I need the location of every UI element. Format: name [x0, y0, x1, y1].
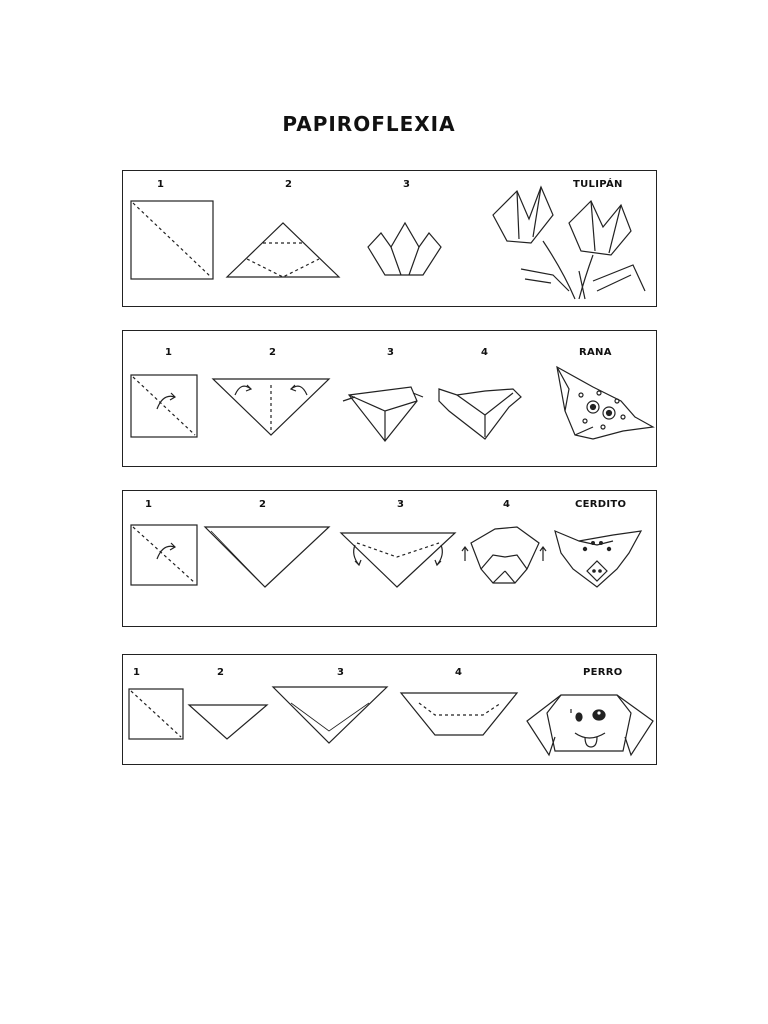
- piglet-diagram: [123, 491, 658, 628]
- piglet-step-4-shape: [462, 527, 546, 583]
- frog-step-2-label: 2: [269, 347, 276, 358]
- dog-panel: [122, 654, 657, 765]
- frog-step-4-label: 4: [481, 347, 488, 358]
- tulip-step-3-label: 3: [403, 179, 410, 190]
- dog-step-1-label: 1: [133, 667, 140, 678]
- tulip-diagram: [123, 171, 658, 308]
- dog-step-4-label: 4: [455, 667, 462, 678]
- frog-step-2-triangle: [213, 379, 329, 435]
- frog-step-3-label: 3: [387, 347, 394, 358]
- frog-step-1-label: 1: [165, 347, 172, 358]
- dog-step-1-square: [129, 689, 183, 739]
- frog-panel: [122, 330, 657, 467]
- dog-step-3-triangle: [273, 687, 387, 743]
- tulip-step-2-label: 2: [285, 179, 292, 190]
- tulip-step-3-bud: [368, 223, 441, 275]
- frog-finished: [557, 367, 653, 439]
- piglet-step-4-label: 4: [503, 499, 510, 510]
- frog-step-1-square: [131, 375, 197, 437]
- frog-step-3-shape: [343, 387, 423, 441]
- dog-step-2-label: 2: [217, 667, 224, 678]
- frog-name-label: RANA: [579, 347, 612, 358]
- tulip-step-2-triangle: [227, 223, 339, 277]
- dog-step-2-triangle: [189, 705, 267, 739]
- tulip-finished-flowers: [493, 187, 645, 299]
- piglet-step-1-square: [131, 525, 197, 585]
- piglet-step-3-label: 3: [397, 499, 404, 510]
- page-title: PAPIROFLEXIA: [282, 112, 456, 136]
- dog-step-4-shape: [401, 693, 517, 735]
- dog-step-3-label: 3: [337, 667, 344, 678]
- piglet-step-2-label: 2: [259, 499, 266, 510]
- tulip-step-1-square: [131, 201, 213, 279]
- dog-diagram: [123, 655, 658, 766]
- piglet-name-label: CERDITO: [575, 499, 627, 510]
- dog-name-label: PERRO: [583, 667, 623, 678]
- piglet-step-3-triangle: [341, 533, 455, 587]
- tulip-panel: [122, 170, 657, 307]
- tulip-name-label: TULIPÁN: [573, 179, 623, 190]
- piglet-finished: [555, 531, 641, 587]
- dog-finished: [527, 695, 653, 755]
- frog-step-4-shape: [439, 389, 521, 439]
- piglet-panel: [122, 490, 657, 627]
- piglet-step-2-triangle: [205, 527, 329, 587]
- tulip-step-1-label: 1: [157, 179, 164, 190]
- piglet-step-1-label: 1: [145, 499, 152, 510]
- frog-diagram: [123, 331, 658, 468]
